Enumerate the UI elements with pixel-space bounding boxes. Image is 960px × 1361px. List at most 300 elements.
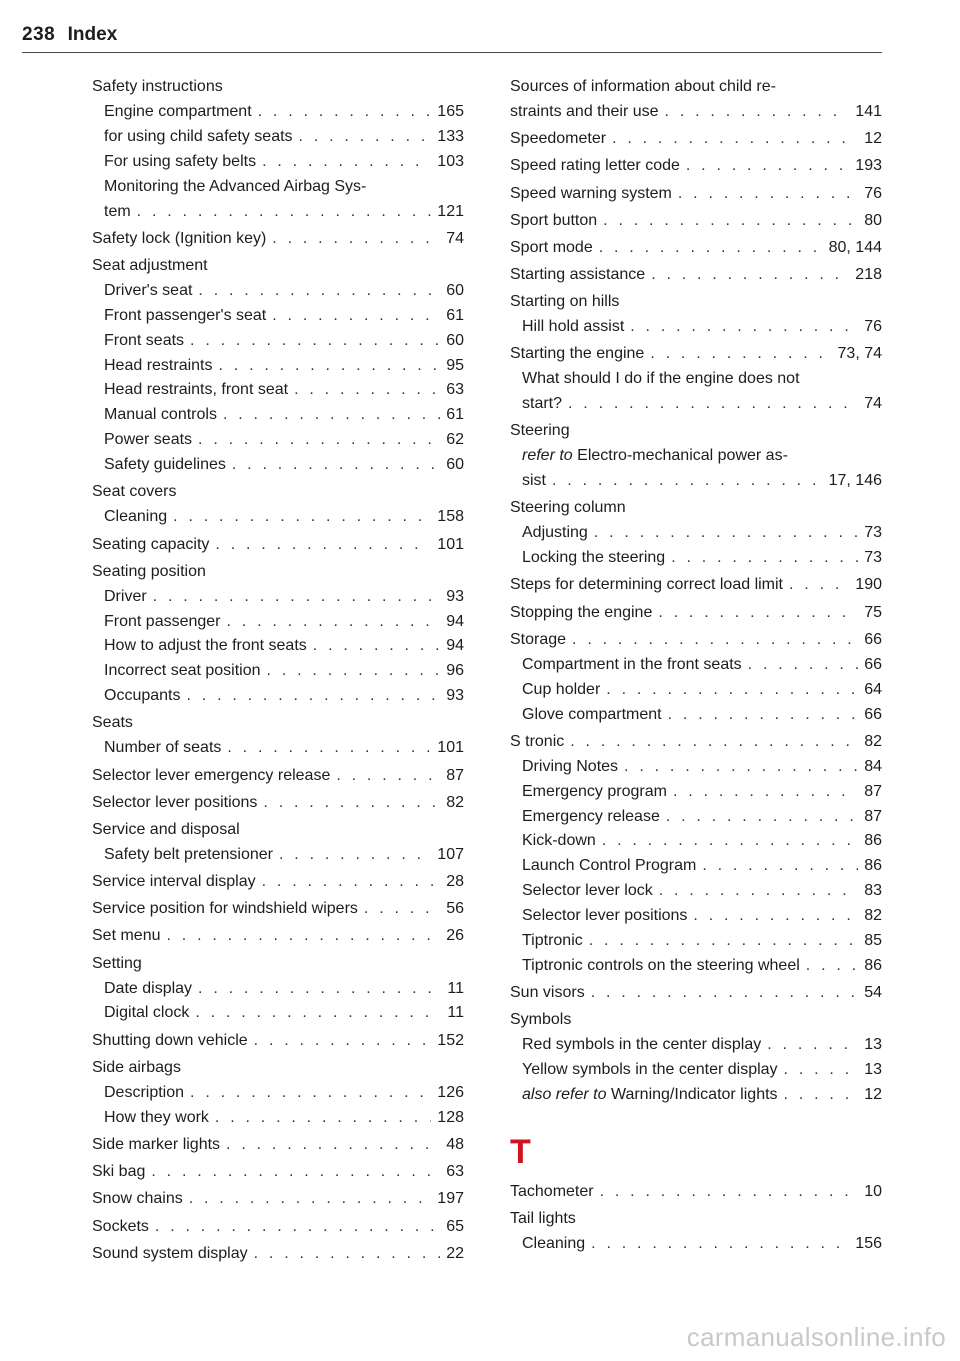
entry-text: Seating position bbox=[92, 562, 206, 580]
dot-leader bbox=[603, 209, 858, 234]
page-reference: 87 bbox=[864, 807, 882, 825]
page-title: Index bbox=[67, 24, 118, 45]
entry-label bbox=[510, 154, 680, 179]
entry-label bbox=[92, 791, 257, 816]
page-reference: 73 bbox=[864, 524, 882, 542]
entry-label-text: Engine compartment bbox=[104, 102, 252, 120]
dot-leader bbox=[651, 263, 849, 288]
entry-label-text: Front passenger bbox=[104, 612, 221, 630]
page-reference: 101 bbox=[437, 535, 464, 553]
index-entry bbox=[510, 573, 882, 598]
dot-leader bbox=[227, 736, 431, 761]
page-reference: 22 bbox=[446, 1244, 464, 1262]
page-reference: 12 bbox=[864, 130, 882, 148]
page-reference: 54 bbox=[864, 984, 882, 1002]
page-reference: 48 bbox=[446, 1135, 464, 1153]
entry-label bbox=[104, 453, 226, 478]
page-reference: 63 bbox=[446, 1163, 464, 1181]
entry-label-text: Cleaning bbox=[522, 1235, 586, 1253]
index-entry bbox=[510, 628, 882, 653]
page-reference: 126 bbox=[437, 1083, 464, 1101]
entry-label bbox=[510, 1180, 594, 1205]
entry-label bbox=[104, 659, 261, 684]
entry-label bbox=[522, 904, 687, 929]
page-reference: 60 bbox=[446, 331, 464, 349]
entry-text: Symbols bbox=[510, 1011, 572, 1029]
page-reference: 87 bbox=[864, 782, 882, 800]
entry-label-text: for using child safety seats bbox=[104, 127, 293, 145]
entry-label-text: How to adjust the front seats bbox=[104, 637, 307, 655]
page-reference: 13 bbox=[864, 1036, 882, 1054]
entry-label-text: S tronic bbox=[510, 732, 565, 750]
dot-leader bbox=[606, 678, 858, 703]
entry-label bbox=[510, 981, 585, 1006]
index-subentry bbox=[92, 736, 464, 761]
index-entry bbox=[92, 924, 464, 949]
dot-leader bbox=[671, 546, 858, 571]
page-reference: 86 bbox=[864, 832, 882, 850]
entry-label-text: For using safety belts bbox=[104, 152, 257, 170]
entry-text: Electro-mechanical power as- bbox=[577, 447, 788, 465]
entry-label bbox=[92, 1029, 248, 1054]
page-reference: 11 bbox=[447, 979, 464, 997]
page-reference: 75 bbox=[864, 603, 882, 621]
entry-label bbox=[92, 1215, 149, 1240]
page-reference: 93 bbox=[446, 687, 464, 705]
entry-label bbox=[510, 573, 783, 598]
index-entry bbox=[510, 154, 882, 179]
entry-label bbox=[104, 610, 221, 635]
entry-text: Steering column bbox=[510, 499, 626, 517]
page-reference: 141 bbox=[855, 102, 882, 120]
entry-label-text: Occupants bbox=[104, 687, 181, 705]
dot-leader bbox=[223, 403, 440, 428]
dot-leader bbox=[599, 236, 823, 261]
dot-leader bbox=[258, 100, 432, 125]
dot-leader bbox=[262, 150, 431, 175]
dot-leader bbox=[568, 392, 858, 417]
index-entry bbox=[510, 981, 882, 1006]
index-subentry bbox=[510, 879, 882, 904]
entry-label-text: Tiptronic bbox=[522, 932, 583, 950]
index-subentry bbox=[510, 829, 882, 854]
index-subentry bbox=[510, 1033, 882, 1058]
page-reference: 94 bbox=[446, 612, 464, 630]
index-subentry bbox=[92, 125, 464, 150]
entry-label-text: sist bbox=[522, 472, 546, 490]
entry-label-text: Locking the steering bbox=[522, 549, 666, 567]
dot-leader bbox=[600, 1180, 859, 1205]
page-reference: 61 bbox=[446, 306, 464, 324]
entry-label-text: Storage bbox=[510, 630, 567, 648]
page-reference: 80 bbox=[864, 211, 882, 229]
entry-label-text: Snow chains bbox=[92, 1190, 183, 1208]
index-entry bbox=[92, 791, 464, 816]
entry-label bbox=[522, 1033, 761, 1058]
cross-reference: refer to bbox=[522, 447, 573, 465]
index-subentry bbox=[92, 100, 464, 125]
entry-label-text: Steps for determining correct load limit bbox=[510, 576, 783, 594]
dot-leader bbox=[186, 684, 440, 709]
page-reference: 85 bbox=[864, 932, 882, 950]
entry-label bbox=[522, 392, 562, 417]
index-heading bbox=[92, 1056, 464, 1081]
page-reference: 66 bbox=[864, 655, 882, 673]
entry-label-text: Emergency release bbox=[522, 807, 660, 825]
dot-leader bbox=[313, 634, 440, 659]
entry-text: Steering bbox=[510, 422, 570, 440]
page-reference: 66 bbox=[864, 705, 882, 723]
entry-text: Monitoring the Advanced Airbag Sys- bbox=[104, 177, 367, 195]
entry-label bbox=[522, 678, 600, 703]
entry-label-text: Ski bag bbox=[92, 1163, 146, 1181]
entry-label bbox=[522, 755, 618, 780]
entry-label bbox=[522, 805, 660, 830]
page-reference: 83 bbox=[864, 882, 882, 900]
entry-label bbox=[522, 1083, 778, 1108]
index-heading bbox=[510, 290, 882, 315]
entry-label bbox=[104, 378, 288, 403]
dot-leader bbox=[294, 378, 440, 403]
dot-leader bbox=[215, 1106, 431, 1131]
index-heading bbox=[510, 1008, 882, 1033]
index-subentry bbox=[510, 703, 882, 728]
index-subentry bbox=[92, 1106, 464, 1131]
entry-text: Seats bbox=[92, 714, 133, 732]
entry-label bbox=[522, 929, 583, 954]
index-subentry bbox=[92, 843, 464, 868]
index-heading bbox=[92, 75, 464, 100]
dot-leader bbox=[198, 977, 441, 1002]
watermark: carmanualsonline.info bbox=[686, 1322, 946, 1352]
entry-label bbox=[92, 924, 160, 949]
page-number: 238 bbox=[22, 24, 56, 45]
page-reference: 82 bbox=[864, 907, 882, 925]
entry-label bbox=[522, 780, 667, 805]
entry-label bbox=[104, 736, 221, 761]
index-heading bbox=[92, 560, 464, 585]
dot-leader bbox=[189, 1187, 432, 1212]
dot-leader bbox=[254, 1029, 432, 1054]
dot-leader bbox=[254, 1242, 441, 1267]
page-reference: 96 bbox=[446, 662, 464, 680]
page-reference: 12 bbox=[864, 1086, 882, 1104]
cross-reference: also refer to bbox=[522, 1086, 607, 1104]
index-heading bbox=[92, 711, 464, 736]
entry-label bbox=[92, 533, 209, 558]
dot-leader bbox=[702, 854, 858, 879]
entry-label bbox=[104, 403, 217, 428]
entry-text: Side airbags bbox=[92, 1058, 181, 1076]
index-subentry bbox=[510, 678, 882, 703]
index-subentry bbox=[92, 610, 464, 635]
index-subentry bbox=[510, 1058, 882, 1083]
page-reference: 74 bbox=[446, 229, 464, 247]
entry-label-text: Glove compartment bbox=[522, 705, 662, 723]
index-entry bbox=[92, 764, 464, 789]
entry-label-text: Safety lock (Ignition key) bbox=[92, 229, 267, 247]
entry-label bbox=[510, 263, 645, 288]
page-reference: 74 bbox=[864, 395, 882, 413]
entry-label bbox=[510, 209, 597, 234]
dot-leader bbox=[190, 1081, 431, 1106]
dot-leader bbox=[767, 1033, 858, 1058]
entry-label bbox=[104, 977, 192, 1002]
page-reference: 26 bbox=[446, 927, 464, 945]
index-column-right bbox=[510, 75, 882, 1257]
dot-leader bbox=[591, 981, 859, 1006]
entry-label-text: Sport mode bbox=[510, 238, 593, 256]
entry-label bbox=[104, 125, 293, 150]
entry-label-text: Digital clock bbox=[104, 1004, 190, 1022]
page-reference: 121 bbox=[437, 202, 464, 220]
entry-label-text: Head restraints, front seat bbox=[104, 381, 289, 399]
dot-leader bbox=[153, 585, 441, 610]
index-subentry bbox=[510, 1083, 882, 1108]
index-entry bbox=[92, 1160, 464, 1185]
entry-label-text: Selector lever positions bbox=[92, 793, 258, 811]
index-entry bbox=[92, 1133, 464, 1158]
index-heading bbox=[92, 254, 464, 279]
entry-label-text: Set menu bbox=[92, 927, 161, 945]
entry-label bbox=[510, 182, 672, 207]
dot-leader bbox=[336, 764, 440, 789]
entry-label-text: Warning/Indicator lights bbox=[610, 1086, 778, 1104]
index-entry bbox=[92, 1215, 464, 1240]
index-subtext bbox=[92, 175, 464, 200]
index-entry bbox=[510, 209, 882, 234]
page-reference: 65 bbox=[446, 1217, 464, 1235]
page-reference: 156 bbox=[855, 1235, 882, 1253]
entry-label bbox=[92, 764, 330, 789]
dot-leader bbox=[155, 1215, 440, 1240]
page-reference: 10 bbox=[864, 1183, 882, 1200]
entry-label bbox=[522, 1232, 585, 1257]
index-entry bbox=[510, 263, 882, 288]
index-subentry bbox=[92, 150, 464, 175]
dot-leader bbox=[552, 469, 823, 494]
dot-leader bbox=[693, 904, 858, 929]
entry-label-text: Safety guidelines bbox=[104, 456, 226, 474]
entry-label bbox=[104, 354, 213, 379]
entry-label-text: Seating capacity bbox=[92, 535, 210, 553]
entry-label bbox=[104, 843, 273, 868]
entry-label-text: Tiptronic controls on the steering wheel bbox=[522, 956, 800, 974]
entry-text: Seat adjustment bbox=[92, 256, 208, 274]
entry-label bbox=[104, 200, 131, 225]
entry-label-text: Stopping the engine bbox=[510, 603, 653, 621]
entry-label-text: Front seats bbox=[104, 331, 185, 349]
entry-label-text: Incorrect seat position bbox=[104, 662, 261, 680]
dot-leader bbox=[219, 354, 441, 379]
entry-label-text: Head restraints bbox=[104, 356, 213, 374]
page-reference: 165 bbox=[437, 102, 464, 120]
dot-leader bbox=[364, 897, 440, 922]
index-subentry bbox=[510, 1232, 882, 1257]
dot-leader bbox=[784, 1083, 859, 1108]
page-reference: 17, 146 bbox=[828, 472, 882, 490]
dot-leader bbox=[190, 329, 440, 354]
entry-label bbox=[104, 279, 192, 304]
entry-label bbox=[522, 469, 546, 494]
page-reference: 73, 74 bbox=[837, 345, 882, 363]
index-entry bbox=[510, 1180, 882, 1205]
entry-label bbox=[104, 1081, 184, 1106]
entry-label bbox=[510, 628, 566, 653]
dot-leader bbox=[570, 730, 858, 755]
page-reference: 103 bbox=[437, 152, 464, 170]
entry-label-text: Sport button bbox=[510, 211, 598, 229]
index-entry bbox=[510, 601, 882, 626]
dot-leader bbox=[591, 1232, 849, 1257]
entry-label bbox=[522, 653, 742, 678]
entry-label bbox=[522, 546, 665, 571]
entry-label-text: Front passenger's seat bbox=[104, 306, 267, 324]
entry-label-text: tem bbox=[104, 202, 131, 220]
entry-label-text: Service interval display bbox=[92, 873, 256, 891]
index-entry bbox=[92, 1242, 464, 1267]
dot-leader bbox=[630, 315, 858, 340]
dot-leader bbox=[650, 342, 831, 367]
entry-label bbox=[104, 150, 256, 175]
entry-label-text: Date display bbox=[104, 979, 193, 997]
dot-leader bbox=[166, 924, 440, 949]
index-heading bbox=[510, 496, 882, 521]
page-reference: 84 bbox=[864, 757, 882, 775]
index-subentry bbox=[92, 428, 464, 453]
dot-leader bbox=[299, 125, 432, 150]
index-column-left bbox=[92, 75, 464, 1267]
entry-label bbox=[104, 505, 167, 530]
dot-leader bbox=[267, 659, 441, 684]
entry-label bbox=[510, 236, 593, 261]
entry-label-text: Sockets bbox=[92, 1217, 149, 1235]
index-heading bbox=[510, 419, 882, 444]
page-reference: 63 bbox=[446, 381, 464, 399]
index-subentry bbox=[92, 200, 464, 225]
entry-label-text: Tachometer bbox=[510, 1183, 594, 1200]
entry-label bbox=[510, 730, 564, 755]
entry-label-text: Number of seats bbox=[104, 739, 222, 757]
dot-leader bbox=[659, 879, 858, 904]
index-subentry bbox=[510, 904, 882, 929]
page-reference: 218 bbox=[855, 266, 882, 284]
entry-text: Tail lights bbox=[510, 1210, 576, 1228]
entry-label-text: Driver bbox=[104, 587, 147, 605]
dot-leader bbox=[572, 628, 858, 653]
page-reference: 197 bbox=[437, 1190, 464, 1208]
index-subentry bbox=[92, 279, 464, 304]
dot-leader bbox=[226, 1133, 440, 1158]
index-subentry bbox=[92, 634, 464, 659]
entry-label-text: Selector lever emergency release bbox=[92, 766, 331, 784]
index-entry bbox=[92, 1187, 464, 1212]
entry-label-text: Cleaning bbox=[104, 508, 168, 526]
index-subentry bbox=[510, 392, 882, 417]
index-entry bbox=[92, 533, 464, 558]
index-heading bbox=[92, 818, 464, 843]
entry-label-text: Red symbols in the center display bbox=[522, 1036, 762, 1054]
index-heading bbox=[92, 952, 464, 977]
index-entry bbox=[92, 897, 464, 922]
index-heading bbox=[510, 75, 882, 100]
entry-label bbox=[92, 1133, 220, 1158]
entry-label bbox=[104, 1106, 209, 1131]
dot-leader bbox=[678, 182, 858, 207]
index-subentry bbox=[92, 1081, 464, 1106]
page-reference: 158 bbox=[437, 508, 464, 526]
entry-label bbox=[522, 829, 596, 854]
entry-label bbox=[522, 315, 624, 340]
entry-label bbox=[104, 304, 266, 329]
entry-label bbox=[510, 100, 659, 125]
entry-label bbox=[104, 1001, 189, 1026]
index-subentry bbox=[92, 1001, 464, 1026]
index-entry bbox=[510, 100, 882, 125]
entry-text: Service and disposal bbox=[92, 820, 240, 838]
dot-leader bbox=[602, 829, 858, 854]
entry-label-text: Starting the engine bbox=[510, 345, 645, 363]
dot-leader bbox=[666, 805, 858, 830]
index-subentry bbox=[92, 329, 464, 354]
entry-label-text: Hill hold assist bbox=[522, 318, 625, 336]
entry-label bbox=[104, 428, 192, 453]
entry-label bbox=[104, 100, 252, 125]
entry-label bbox=[522, 854, 696, 879]
index-subentry bbox=[510, 521, 882, 546]
page-reference: 93 bbox=[446, 587, 464, 605]
entry-label-text: Adjusting bbox=[522, 524, 588, 542]
entry-label-text: Cup holder bbox=[522, 680, 601, 698]
index-subentry bbox=[92, 304, 464, 329]
entry-label-text: Power seats bbox=[104, 431, 193, 449]
index-subentry bbox=[510, 653, 882, 678]
page-reference: 11 bbox=[447, 1004, 464, 1022]
index-subentry bbox=[510, 954, 882, 979]
entry-text: Setting bbox=[92, 954, 142, 972]
page-reference: 107 bbox=[437, 845, 464, 863]
index-subentry bbox=[510, 780, 882, 805]
entry-label bbox=[522, 703, 662, 728]
index-subentry bbox=[510, 546, 882, 571]
index-entry bbox=[92, 1029, 464, 1054]
entry-label bbox=[104, 684, 180, 709]
dot-leader bbox=[279, 843, 431, 868]
page-reference: 80, 144 bbox=[828, 238, 882, 256]
entry-label-text: Shutting down vehicle bbox=[92, 1031, 248, 1049]
entry-label-text: Yellow symbols in the center display bbox=[522, 1061, 778, 1079]
entry-label bbox=[104, 585, 147, 610]
dot-leader bbox=[215, 533, 431, 558]
entry-label-text: Emergency program bbox=[522, 782, 667, 800]
dot-leader bbox=[263, 791, 440, 816]
entry-label bbox=[510, 601, 652, 626]
dot-leader bbox=[198, 428, 440, 453]
entry-label bbox=[522, 954, 800, 979]
page-reference: 193 bbox=[855, 157, 882, 175]
entry-label-text: Safety belt pretensioner bbox=[104, 845, 273, 863]
entry-label-text: Manual controls bbox=[104, 406, 217, 424]
entry-label-text: Sound system display bbox=[92, 1244, 248, 1262]
index-entry bbox=[510, 342, 882, 367]
dot-leader bbox=[686, 154, 849, 179]
dot-leader bbox=[151, 1160, 440, 1185]
entry-text: What should I do if the engine does not bbox=[522, 370, 800, 388]
index-subentry bbox=[510, 315, 882, 340]
index-subentry bbox=[92, 403, 464, 428]
entry-label-text: How they work bbox=[104, 1108, 209, 1126]
entry-text: Seat covers bbox=[92, 483, 177, 501]
